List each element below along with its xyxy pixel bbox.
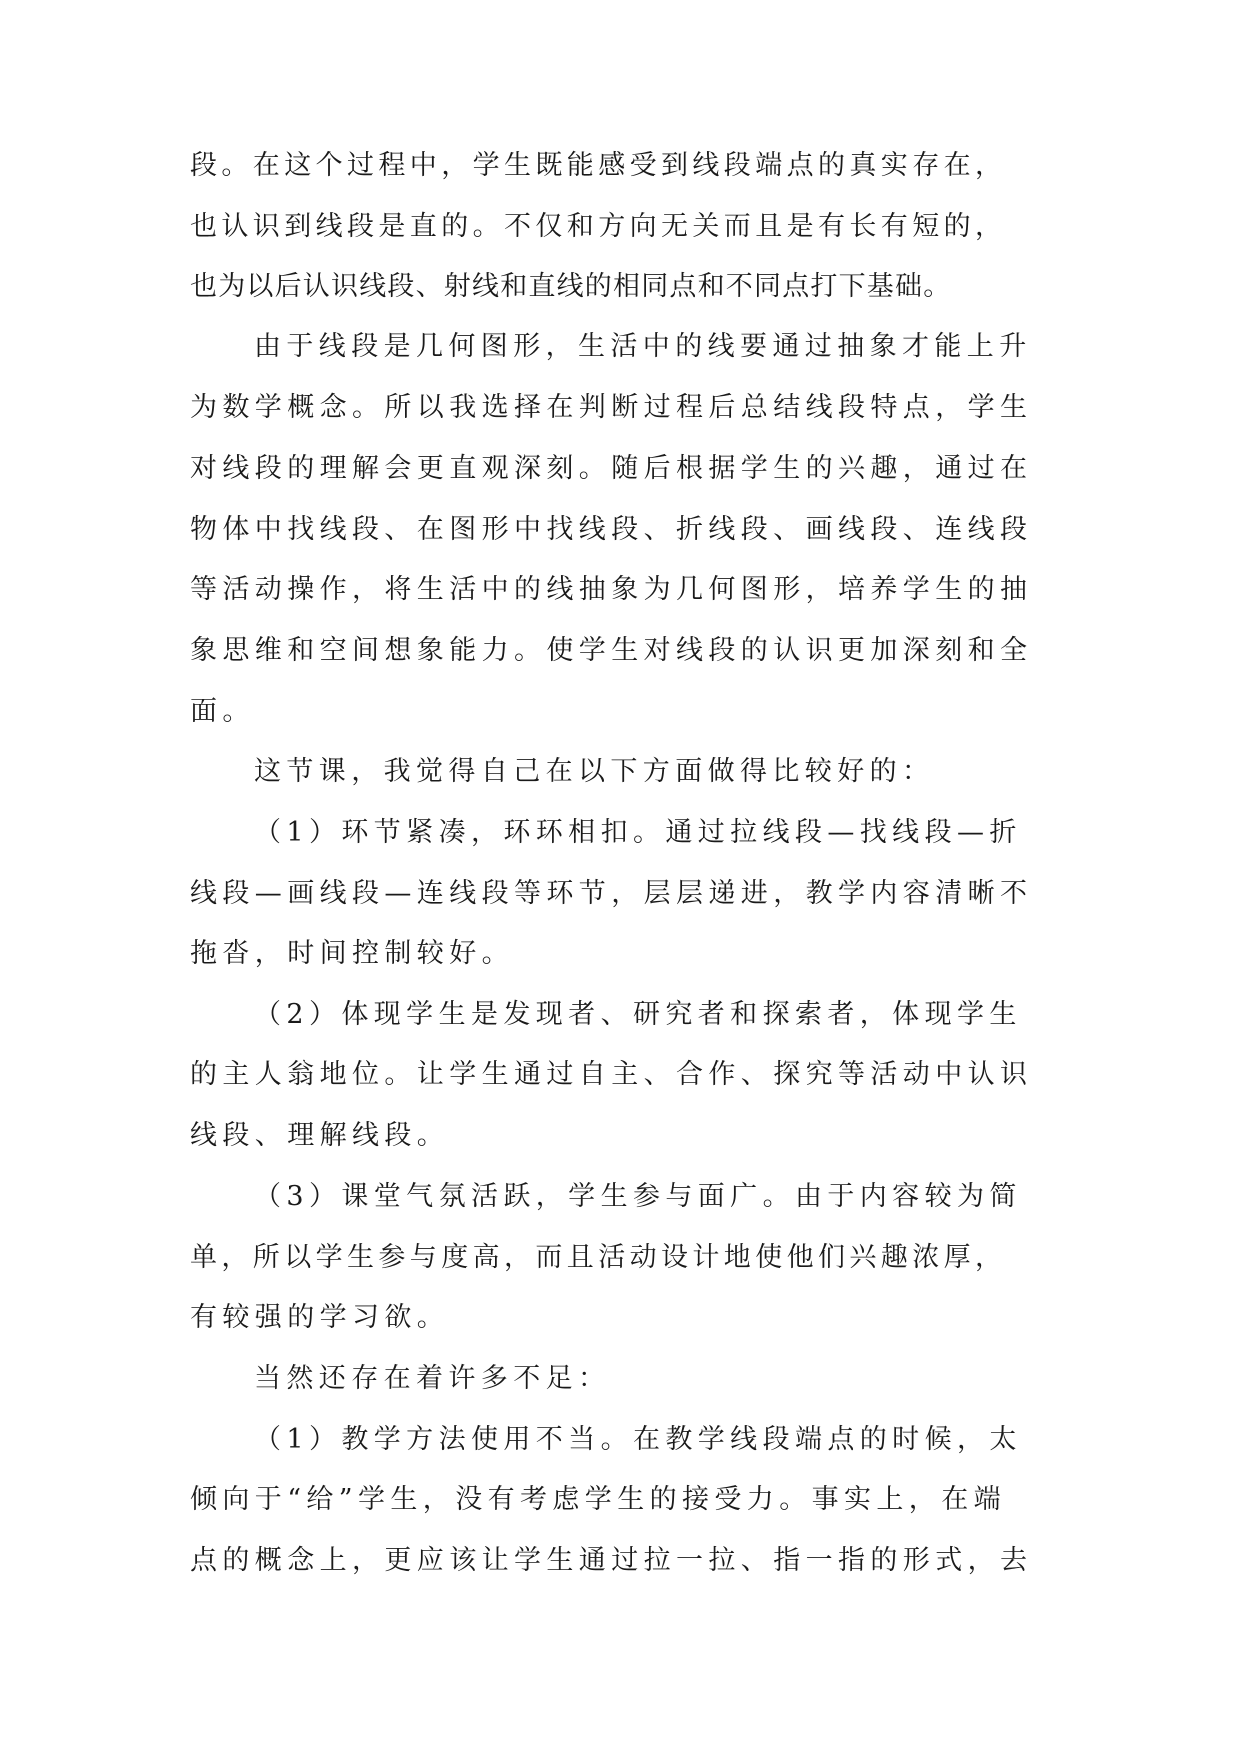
text-line: 倾向于“给”学生，没有考虑学生的接受力。事实上，在端	[190, 1484, 1007, 1515]
text-line: 也为以后认识线段、射线和直线的相同点和不同点打下基础。	[190, 271, 952, 302]
paragraph-first-line: 当然还存在着许多不足：	[254, 1363, 611, 1394]
text-line: 对线段的理解会更直观深刻。随后根据学生的兴趣，通过在	[190, 453, 1033, 484]
paragraph-first-line: 这节课，我觉得自己在以下方面做得比较好的：	[254, 756, 935, 787]
text-line: 物体中找线段、在图形中找线段、折线段、画线段、连线段	[190, 514, 1033, 545]
list-item-first-line: （1）教学方法使用不当。在教学线段端点的时候，太	[254, 1424, 1022, 1455]
text-line: 单，所以学生参与度高，而且活动设计地使他们兴趣浓厚，	[190, 1242, 1007, 1273]
paragraph-first-line: 由于线段是几何图形，生活中的线要通过抽象才能上升	[254, 331, 1032, 362]
text-line: 线段—画线段—连线段等环节，层层递进，教学内容清晰不	[190, 878, 1033, 909]
text-line: 面。	[190, 696, 255, 727]
list-item-first-line: （3）课堂气氛活跃，学生参与面广。由于内容较为简	[254, 1181, 1022, 1212]
text-line: 象思维和空间想象能力。使学生对线段的认识更加深刻和全	[190, 635, 1033, 666]
text-line: 拖沓，时间控制较好。	[190, 938, 514, 969]
text-line: 线段、理解线段。	[190, 1120, 450, 1151]
text-line: 也认识到线段是直的。不仅和方向无关而且是有长有短的，	[190, 211, 1007, 242]
list-item-first-line: （2）体现学生是发现者、研究者和探索者，体现学生	[254, 999, 1022, 1030]
text-line: 段。在这个过程中，学生既能感受到线段端点的真实存在，	[190, 150, 1007, 181]
text-line: 有较强的学习欲。	[190, 1302, 450, 1333]
text-line: 点的概念上，更应该让学生通过拉一拉、指一指的形式，去	[190, 1545, 1033, 1576]
text-line: 为数学概念。所以我选择在判断过程后总结线段特点，学生	[190, 392, 1033, 423]
list-item-first-line: （1）环节紧凑，环环相扣。通过拉线段—找线段—折	[254, 817, 1022, 848]
text-line: 等活动操作，将生活中的线抽象为几何图形，培养学生的抽	[190, 574, 1033, 605]
text-line: 的主人翁地位。让学生通过自主、合作、探究等活动中认识	[190, 1059, 1033, 1090]
